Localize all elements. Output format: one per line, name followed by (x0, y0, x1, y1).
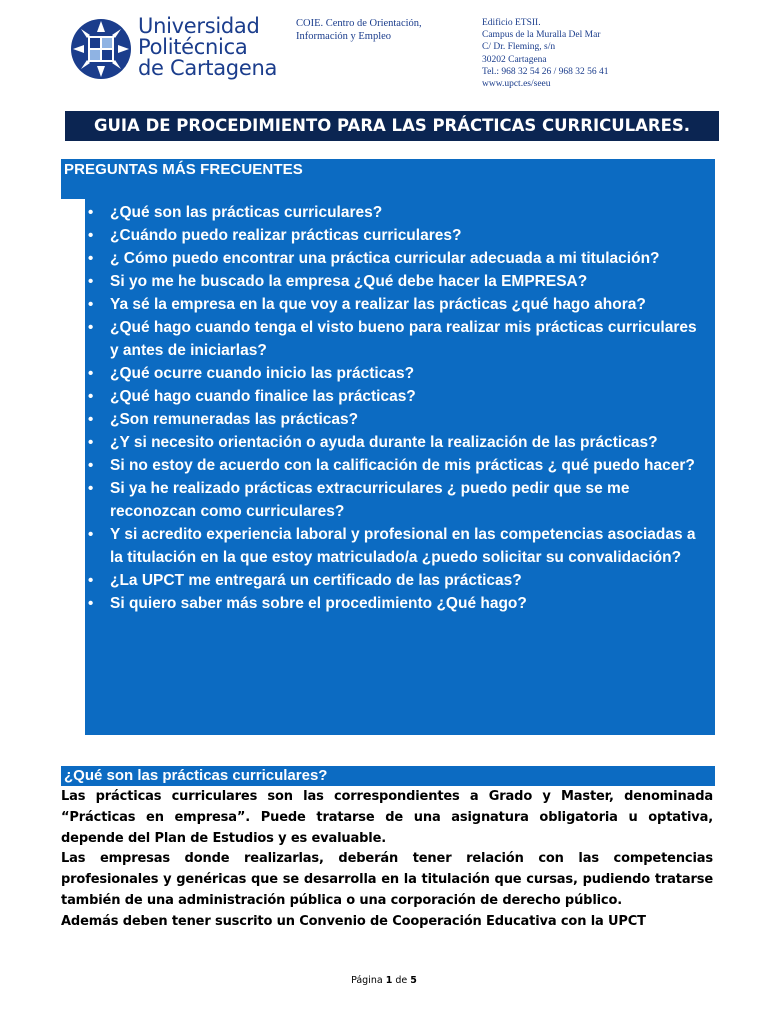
section-body (61, 787, 713, 933)
page-word: Página (351, 975, 383, 986)
faq-item (85, 408, 715, 431)
faq-item (85, 293, 715, 316)
address-line: Campus de la Muralla Del Mar (482, 30, 601, 41)
faq-item-text: Si ya he realizado prácticas extracurriculares ¿ puedo pedir que se me reconozcan como curriculares? (110, 480, 630, 520)
address-line: www.upct.es/seeu (482, 79, 551, 90)
bullet-icon: • (88, 250, 94, 267)
faq-item (85, 362, 715, 385)
faq-item-text: ¿Son remuneradas las prácticas? (110, 411, 359, 428)
bullet-icon: • (88, 595, 94, 612)
faq-item (85, 523, 715, 569)
faq-item (85, 592, 715, 615)
bullet-icon: • (88, 365, 94, 382)
coie-line: COIE. Centro de Orientación, (296, 18, 422, 29)
bullet-icon: • (88, 296, 94, 313)
faq-item (85, 454, 715, 477)
document-title: GUIA DE PROCEDIMIENTO PARA LAS PRÁCTICAS CURRICULARES. (65, 111, 719, 141)
faq-item (85, 224, 715, 247)
bullet-icon: • (88, 204, 94, 221)
faq-item-text: ¿ Cómo puedo encontrar una práctica curricular adecuada a mi titulación? (110, 250, 660, 267)
bullet-icon: • (88, 388, 94, 405)
faq-item-text: Si yo me he buscado la empresa ¿Qué debe hacer la EMPRESA? (110, 273, 588, 290)
faq-item-text: ¿Qué hago cuando tenga el visto bueno para realizar mis prácticas curriculares y antes de iniciarlas? (110, 319, 697, 359)
faq-item (85, 270, 715, 293)
university-logo-icon (70, 18, 132, 80)
faq-item (85, 247, 715, 270)
faq-item-text: ¿Y si necesito orientación o ayuda durante la realización de las prácticas? (110, 434, 658, 451)
section-paragraph: Las prácticas curriculares son las correspondientes a Grado y Master, denominada “Prácticas en empresa”. Puede tratarse de una asignatura obligatoria u optativa, depende del Plan de Estudios y es evaluable. (61, 789, 713, 846)
university-name-line: Universidad (138, 14, 260, 38)
university-name-line: de Cartagena (138, 56, 278, 80)
address-line: Edificio ETSII. (482, 18, 541, 28)
faq-item-text: ¿Qué son las prácticas curriculares? (110, 204, 383, 221)
faq-item-text: ¿La UPCT me entregará un certificado de las prácticas? (110, 572, 522, 589)
bullet-icon: • (88, 572, 94, 589)
section-paragraph: Además deben tener suscrito un Convenio de Cooperación Educativa con la UPCT (61, 913, 646, 929)
faq-item-text: ¿Qué ocurre cuando inicio las prácticas? (110, 365, 415, 382)
bullet-icon: • (88, 319, 94, 336)
university-name (138, 16, 277, 79)
bullet-icon: • (88, 411, 94, 428)
bullet-icon: • (88, 457, 94, 474)
faq-heading: PREGUNTAS MÁS FRECUENTES (64, 161, 303, 178)
faq-item-text: ¿Cuándo puedo realizar prácticas curriculares? (110, 227, 462, 244)
faq-heading-box (61, 159, 715, 199)
section-paragraph: Las empresas donde realizarlas, deberán tener relación con las competencias profesionales y genéricas que se desarrolla en la titulación que cursas, pudiendo tratarse también de una administración pública o una corporación de derecho público. (61, 851, 713, 908)
faq-item (85, 569, 715, 592)
faq-item (85, 431, 715, 454)
bullet-icon: • (88, 480, 94, 497)
faq-item (85, 201, 715, 224)
faq-item-text: ¿Qué hago cuando finalice las prácticas? (110, 388, 416, 405)
coie-info (296, 17, 422, 43)
bullet-icon: • (88, 434, 94, 451)
faq-item-text: Y si acredito experiencia laboral y profesional en las competencias asociadas a la titulación en la que estoy matriculado/a ¿puedo solicitar su convalidación? (110, 526, 696, 566)
faq-item (85, 385, 715, 408)
faq-list (85, 201, 715, 615)
faq-item-text: Si no estoy de acuerdo con la calificación de mis prácticas ¿ qué puedo hacer? (110, 457, 695, 474)
bullet-icon: • (88, 526, 94, 543)
bullet-icon: • (88, 227, 94, 244)
university-name-line: Politécnica (138, 35, 248, 59)
bullet-icon: • (88, 273, 94, 290)
page-footer (0, 975, 768, 986)
faq-item (85, 477, 715, 523)
faq-item (85, 316, 715, 362)
address-line: C/ Dr. Fleming, s/n (482, 42, 556, 53)
faq-list-box (85, 199, 715, 735)
address-line: 30202 Cartagena (482, 54, 547, 65)
faq-item-text: Ya sé la empresa en la que voy a realizar las prácticas ¿qué hago ahora? (110, 296, 646, 313)
address-line: Tel.: 968 32 54 26 / 968 32 56 41 (482, 66, 609, 77)
section-heading: ¿Qué son las prácticas curriculares? (61, 766, 715, 786)
page-total: 5 (410, 975, 417, 986)
coie-line: Información y Empleo (296, 31, 392, 42)
of-word: de (395, 975, 408, 986)
faq-item-text: Si quiero saber más sobre el procedimiento ¿Qué hago? (110, 595, 527, 612)
address-block (482, 17, 609, 90)
page-number: 1 (385, 975, 393, 986)
